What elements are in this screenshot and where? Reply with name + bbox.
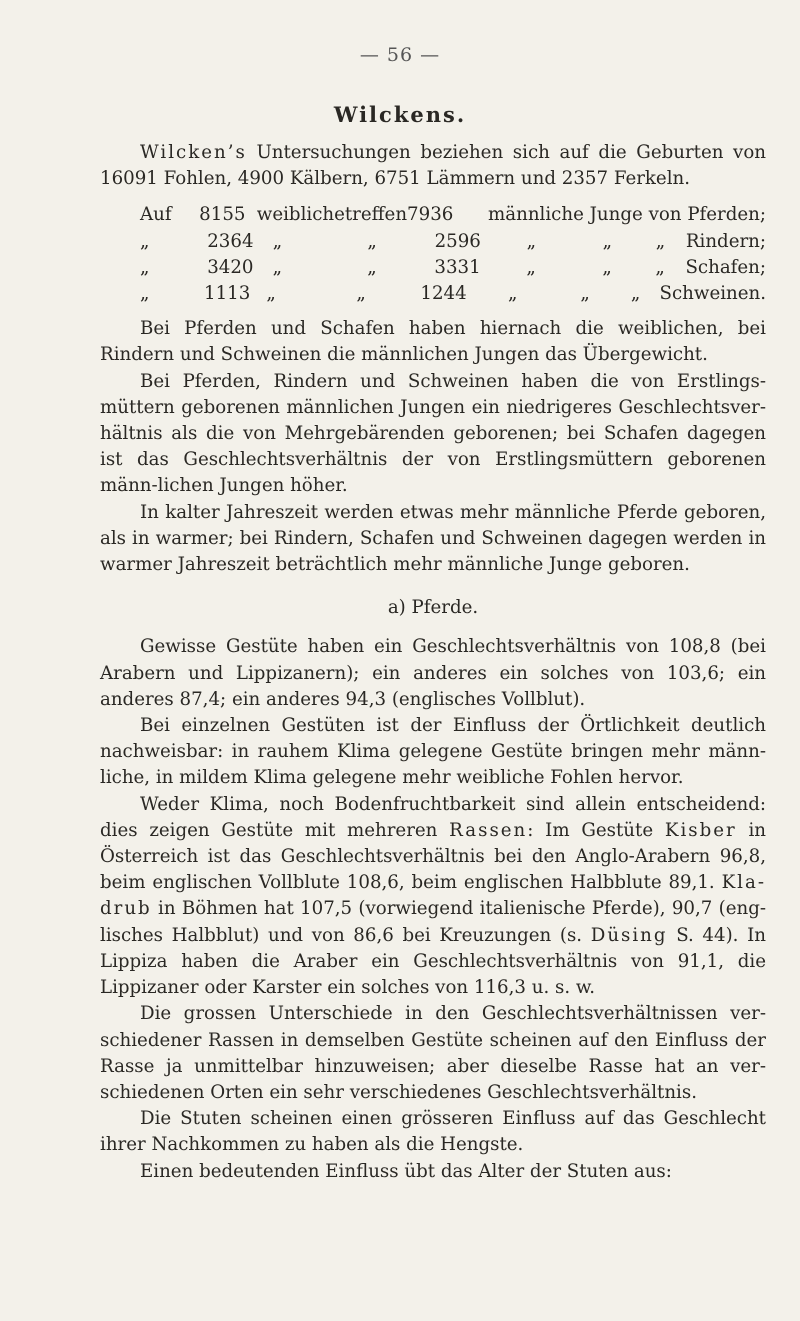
page-number: — 56 — xyxy=(359,44,441,66)
paragraph-stuten: Die Stuten scheinen einen grösseren Einfluss auf das Geschlecht ihrer Nachkommen zu haben als die Hengste. xyxy=(100,1108,766,1156)
emphasis-kladrub: Kla-drub xyxy=(100,872,766,920)
emphasis-duesing: Düsing xyxy=(590,924,668,946)
paragraph-unterschiede: Die grossen Unterschiede in den Geschlechtsverhältnissen ver-schiedener Rassen in demselben Gestüte scheinen auf den Einfluss der Rasse ja unmittelbar hinzuweisen; aber dieselbe Rasse hat an ver-schiedenen Orten ein sehr verschiedenes Geschlechtsverhältnis. xyxy=(100,1003,766,1103)
emphasis-rassen: Rassen xyxy=(449,819,528,841)
stat-row-rinder: „ 2364 „ „ 2596 „ „ „ Rindern; xyxy=(140,230,766,252)
paragraph-alter: Einen bedeutenden Einfluss übt das Alter der Stuten aus: xyxy=(140,1160,672,1182)
stat-row-schafe: „ 3420 „ „ 3331 „ „ „ Schafen; xyxy=(140,256,767,278)
paragraph-oertlichkeit: Bei einzelnen Gestüten ist der Einfluss der Örtlichkeit deutlich nachweisbar: in rauhem Klima gelegene Gestüte bringen mehr männ-liche, in mildem Klima gelegene mehr weibliche Fohlen hervor. xyxy=(100,715,766,789)
paragraph-uebergewicht: Bei Pferden und Schafen haben hiernach die weiblichen, bei Rindern und Schweinen die männlichen Jungen das Übergewicht. xyxy=(100,318,766,366)
paragraph-rassen: Weder Klima, noch Bodenfruchtbarkeit sind allein entscheidend: dies zeigen Gestüte mit mehreren Rassen: Im Gestüte Kisber in Österreich ist das Geschlechtsverhältnis bei den Anglo-Arabern 96,8, beim englischen Vollblute 108,6, beim englischen Halbblute 89,1. Kla-drub in Böhmen hat 107,5 (vorwiegend italienische Pferde), 90,7 (eng-lisches Halbblut) und von 86,6 bei Kreuzungen (s. Düsing S. 44). In Lippiza haben die Araber ein Geschlechtsverhältnis von 91,1, die Lippizaner oder Karster ein solches von 116,3 u. s. w. xyxy=(100,793,767,999)
birth-statistics xyxy=(140,202,766,307)
paragraph-erstlingsmuetter: Bei Pferden, Rindern und Schweinen haben die von Erstlings-müttern geborenen männlichen Jungen ein niedrigeres Geschlechtsver-hältnis als die von Mehrgebärenden geborenen; bei Schafen dagegen ist das Geschlechtsverhältnis der von Erstlingsmüttern geborenen männ-lichen Jungen höher. xyxy=(100,370,766,497)
intro-paragraph: Wilcken’s Untersuchungen beziehen sich auf die Geburten von 16091 Fohlen, 4900 Kälbern, 6751 Lämmern und 2357 Ferkeln. xyxy=(100,142,766,190)
paragraph-gestuete: Gewisse Gestüte haben ein Geschlechtsverhältnis von 108,8 (bei Arabern und Lippizanern); ein anderes ein solches von 103,6; ein anderes 87,4; ein anderes 94,3 (englisches Vollblut). xyxy=(100,636,766,710)
subsection-heading: a) Pferde. xyxy=(387,597,479,619)
author-name: Wilcken’s xyxy=(140,142,247,163)
section-heading: Wilckens. xyxy=(333,102,467,127)
emphasis-kisber: Kisber xyxy=(664,819,737,841)
stat-row-pferde: Auf 8155 weibliche treffen 7936 männliche Junge von Pferden; xyxy=(140,204,766,226)
stat-row-schweine: „ 1113 „ „ 1244 „ „ „ Schweinen. xyxy=(140,283,766,305)
paragraph-jahreszeit: In kalter Jahreszeit werden etwas mehr männliche Pferde geboren, als in warmer; bei Rindern, Schafen und Schweinen dagegen werden in warmer Jahreszeit beträchtlich mehr männliche Junge geboren. xyxy=(100,501,766,576)
page-body xyxy=(100,140,766,1185)
